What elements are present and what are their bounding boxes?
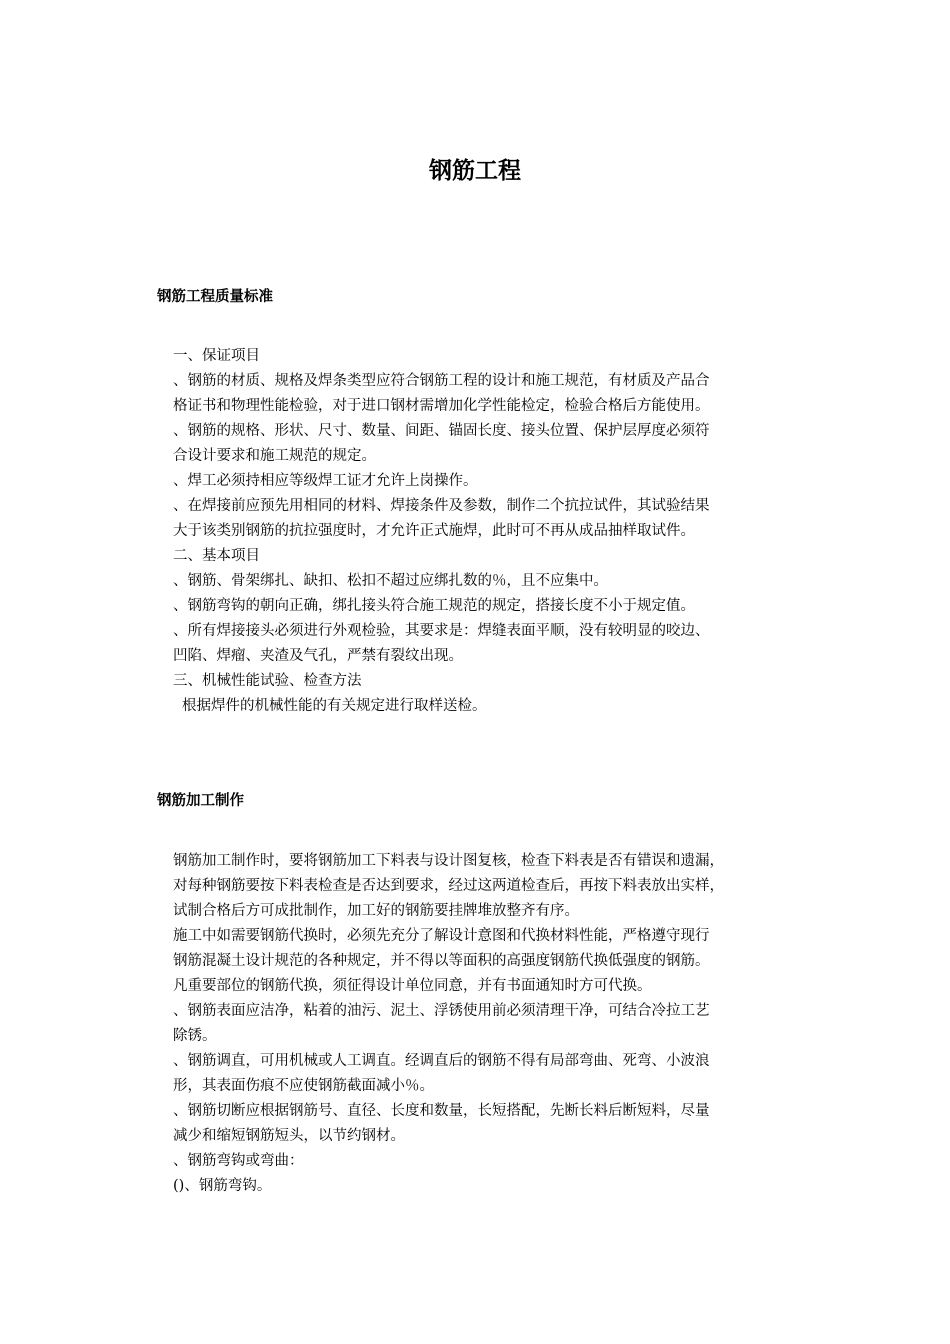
body-line: 、焊工必须持相应等级焊工证才允许上岗操作。: [173, 473, 478, 489]
body-line: 凡重要部位的钢筋代换，须征得设计单位同意，并有书面通知时方可代换。: [173, 978, 652, 994]
body-line: 、钢筋表面应洁净，粘着的油污、泥土、浮锈使用前必须清理干净，可结合冷拉工艺: [173, 1003, 710, 1019]
body-line: 大于该类别钢筋的抗拉强度时，才允许正式施焊，此时可不再从成品抽样取试件。: [173, 523, 695, 539]
body-line: 、钢筋切断应根据钢筋号、直径、长度和数量，长短搭配，先断长料后断短料，尽量: [173, 1103, 710, 1119]
body-line: 施工中如需要钢筋代换时，必须先充分了解设计意图和代换材料性能，严格遵守现行: [173, 928, 710, 944]
body-line: 钢筋加工制作时，要将钢筋加工下料表与设计图复核，检查下料表是否有错误和遗漏，: [173, 853, 724, 869]
body-line: 、所有焊接接头必须进行外观检验，其要求是：焊缝表面平顺，没有较明显的咬边、: [173, 623, 710, 639]
body-line: 、钢筋、骨架绑扎、缺扣、松扣不超过应绑扎数的％，且不应集中。: [173, 573, 608, 589]
body-line: 减少和缩短钢筋短头，以节约钢材。: [173, 1128, 405, 1144]
body-line: 、钢筋调直，可用机械或人工调直。经调直后的钢筋不得有局部弯曲、死弯、小波浪: [173, 1053, 710, 1069]
body-line: 形，其表面伤痕不应使钢筋截面减小％。: [173, 1078, 434, 1094]
body-line: 除锈。: [173, 1028, 217, 1044]
section-body-quality-standard: [173, 344, 823, 719]
document-title: 钢筋工程: [429, 158, 521, 184]
body-line: 、钢筋弯钩的朝向正确，绑扎接头符合施工规范的规定，搭接长度不小于规定值。: [173, 598, 695, 614]
body-line: 、在焊接前应预先用相同的材料、焊接条件及参数，制作二个抗拉试件，其试验结果: [173, 498, 710, 514]
body-line: 试制合格后方可成批制作，加工好的钢筋要挂牌堆放整齐有序。: [173, 903, 579, 919]
body-line: 格证书和物理性能检验，对于进口钢材需增加化学性能检定，检验合格后方能使用。: [173, 398, 710, 414]
body-line: 对每种钢筋要按下料表检查是否达到要求，经过这两道检查后，再按下料表放出实样，: [173, 878, 724, 894]
body-line: ()、钢筋弯钩。: [173, 1178, 272, 1194]
body-line: 三、机械性能试验、检查方法: [173, 673, 362, 689]
body-line: 钢筋混凝土设计规范的各种规定，并不得以等面积的高强度钢筋代换低强度的钢筋。: [173, 953, 710, 969]
section-body-processing: [173, 849, 823, 1199]
body-line: 、钢筋的规格、形状、尺寸、数量、间距、锚固长度、接头位置、保护层厚度必须符: [173, 423, 710, 439]
body-line: 凹陷、焊瘤、夹渣及气孔，严禁有裂纹出现。: [173, 648, 463, 664]
body-line: 合设计要求和施工规范的规定。: [173, 448, 376, 464]
body-line: 、钢筋弯钩或弯曲：: [173, 1153, 304, 1169]
body-line: 、钢筋的材质、规格及焊条类型应符合钢筋工程的设计和施工规范，有材质及产品合: [173, 373, 710, 389]
section-heading-quality-standard: 钢筋工程质量标准: [157, 289, 273, 305]
body-line: 根据焊件的机械性能的有关规定进行取样送检。: [182, 698, 487, 714]
body-line: 一、保证项目: [173, 348, 260, 364]
body-line: 二、基本项目: [173, 548, 260, 564]
section-heading-processing: 钢筋加工制作: [157, 793, 244, 809]
